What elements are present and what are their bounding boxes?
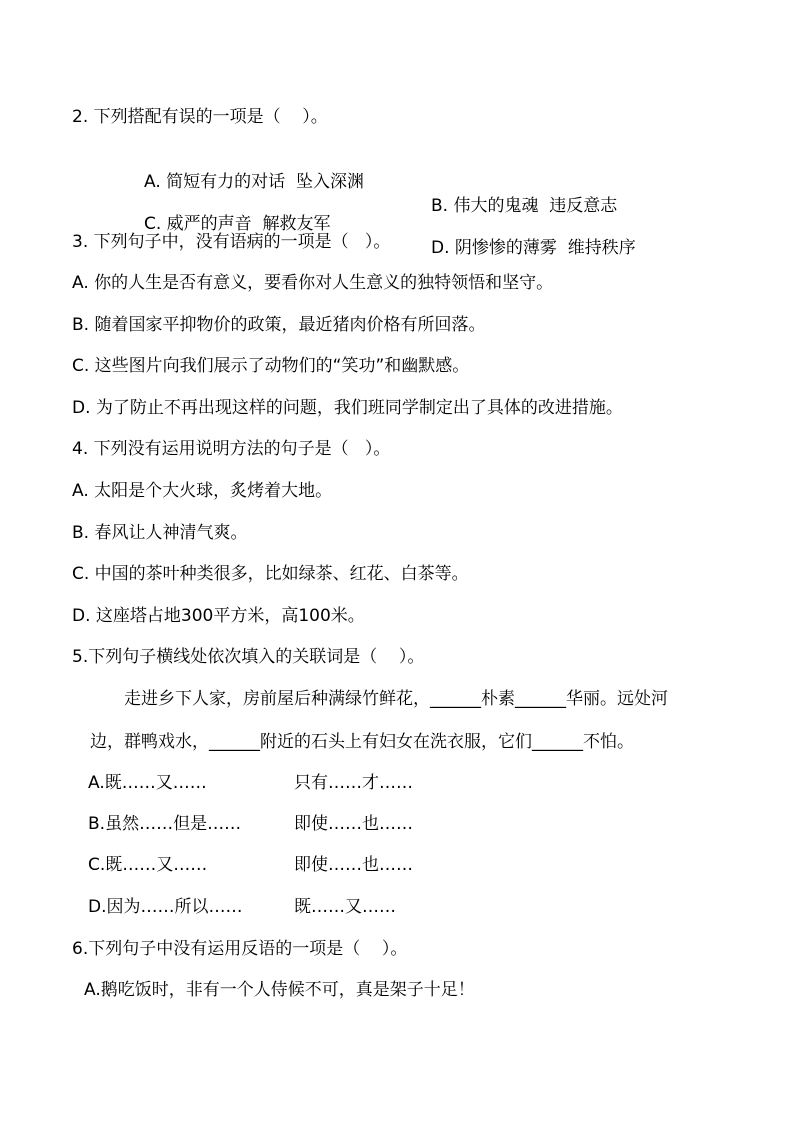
question-5-option-d-second: 既……又……: [294, 897, 396, 917]
question-5-passage-line-2: 边，群鸭戏水，______附近的石头上有妇女在洗衣服，它们______不怕。: [90, 732, 634, 752]
question-5-passage-line-1: 走进乡下人家，房前屋后种满绿竹鲜花，______朴素______华丽。远处河: [124, 689, 668, 709]
option-d: D. 阴惨惨的薄雾 维持秩序: [431, 238, 636, 258]
question-3-option-a: A. 你的人生是否有意义，要看你对人生意义的独特领悟和坚守。: [72, 273, 554, 293]
question-5-option-b-second: 即使……也……: [294, 814, 413, 834]
question-5-option-a-first: A.既……又……: [88, 773, 207, 793]
question-4-option-a: A. 太阳是个大火球，炙烤着大地。: [72, 481, 333, 501]
question-4-stem: 4. 下列没有运用说明方法的句子是（ ）。: [72, 439, 391, 459]
question-6-stem: 6.下列句子中没有运用反语的一项是（ ）。: [72, 939, 408, 959]
question-3-option-c: C. 这些图片向我们展示了动物们的“笑功”和幽默感。: [72, 356, 470, 376]
question-6-option-a: A.鹅吃饭时，非有一个人侍候不可，真是架子十足！: [84, 980, 475, 1000]
question-5-stem: 5.下列句子横线处依次填入的关联词是（ ）。: [72, 647, 425, 667]
question-4-option-d: D. 这座塔占地300平方米，高100米。: [72, 606, 365, 626]
question-5-option-b-first: B.虽然……但是……: [88, 814, 242, 834]
option-b: B. 伟大的鬼魂 违反意志: [431, 196, 618, 216]
option-a: A. 简短有力的对话 坠入深渊: [144, 172, 364, 192]
question-5-option-c-first: C.既……又……: [88, 855, 208, 875]
question-3-stem: 3. 下列句子中，没有语病的一项是（ ）。: [72, 232, 391, 252]
question-5-option-d-first: D.因为……所以……: [88, 897, 243, 917]
question-2-stem: 2. 下列搭配有误的一项是（ ）。: [72, 107, 328, 127]
question-5-option-c-second: 即使……也……: [294, 855, 413, 875]
question-3-option-d: D. 为了防止不再出现这样的问题，我们班同学制定出了具体的改进措施。: [72, 398, 623, 418]
question-5-option-a-second: 只有……才……: [294, 773, 413, 793]
question-4-option-c: C. 中国的茶叶种类很多，比如绿茶、红花、白茶等。: [72, 564, 469, 584]
question-3-option-b: B. 随着国家平抑物价的政策，最近猪肉价格有所回落。: [72, 315, 486, 335]
question-4-option-b: B. 春风让人神清气爽。: [72, 523, 248, 543]
option-c: C. 威严的声音 解救友军: [144, 214, 331, 234]
